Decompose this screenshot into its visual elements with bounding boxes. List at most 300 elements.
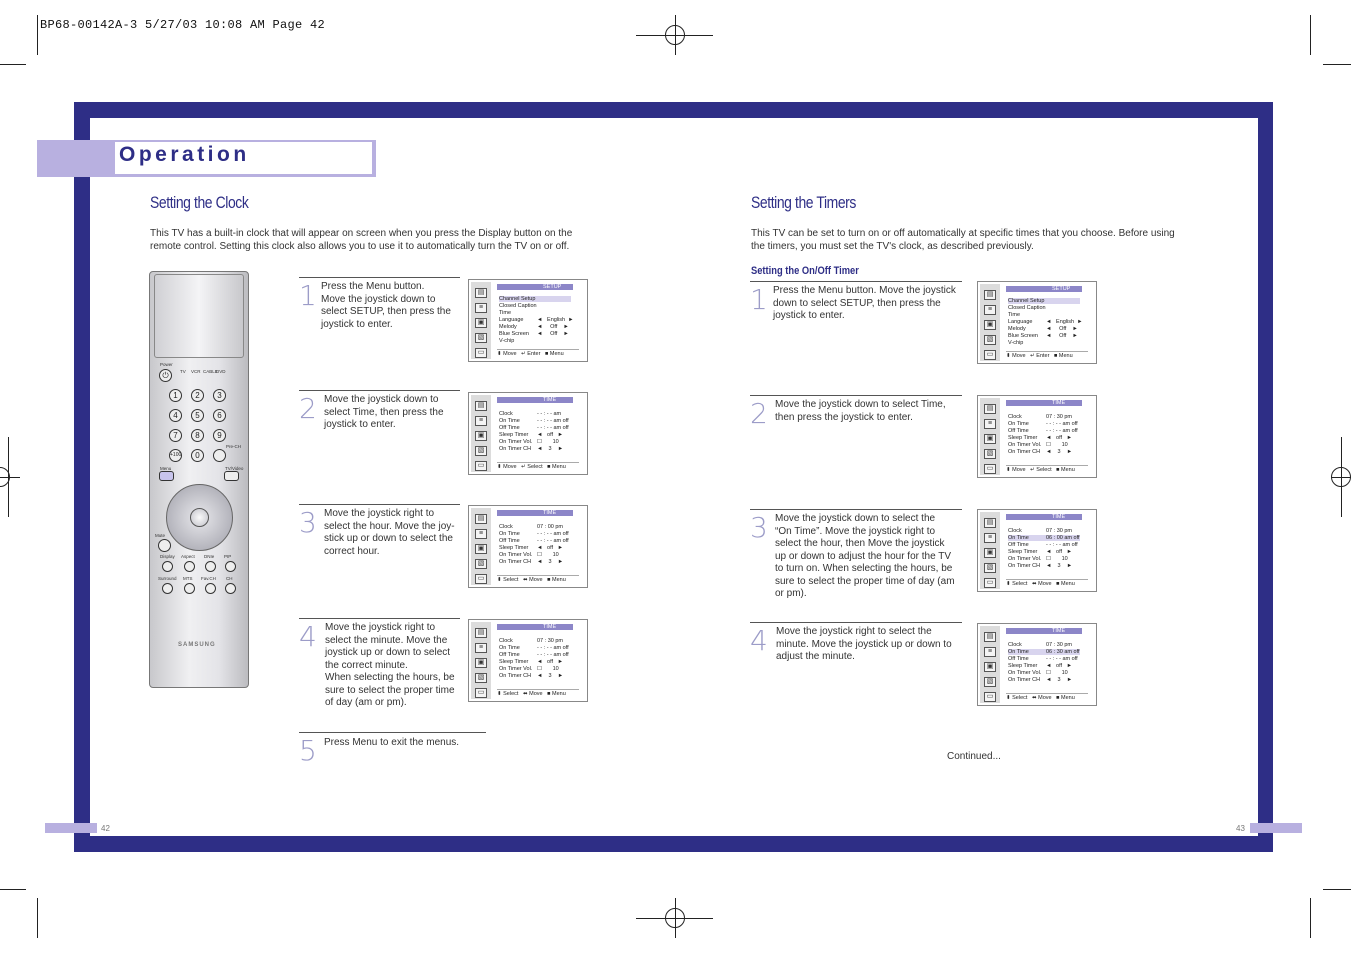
step-line: Move the joystick down to [321, 293, 436, 305]
step-text [324, 394, 444, 432]
osd-row-value: ◄ 3 ► [537, 446, 564, 452]
osd-row-label: Language [499, 317, 524, 323]
crop-mark [37, 898, 38, 938]
step-number: 1 [750, 283, 768, 316]
osd-row-label: Channel Setup [1008, 298, 1080, 304]
power-label: Power [160, 362, 173, 367]
osd-row-value: ☐ 10 [1046, 556, 1068, 562]
step-line: then press the joystick to enter. [775, 411, 913, 423]
osd-row-label: On Timer CH [499, 446, 532, 452]
osd-header-label: TIME [1052, 628, 1066, 634]
step-text [773, 285, 956, 323]
step-line: Press the Menu button. Move the joystick [773, 285, 956, 296]
osd-header-label: TIME [1052, 400, 1066, 406]
osd-menu-icon: ▤ [475, 288, 487, 298]
crop-mark [0, 64, 26, 65]
osd-row-label: On Timer CH [1008, 677, 1041, 683]
osd-row-value: - - : - - am [537, 411, 562, 417]
remote-flip-cover [154, 274, 244, 358]
osd-footer: ⬍ Move ↵ Enter ■ Menu [497, 349, 579, 357]
osd-header-label: TIME [1052, 514, 1066, 520]
osd-row-label: Sleep Timer [499, 545, 529, 551]
digit-2-button[interactable]: 2 [191, 389, 204, 402]
osd-row-label: Channel Setup [499, 296, 571, 302]
samsung-logo: SAMSUNG [178, 642, 216, 648]
timers-subtitle: Setting the On/Off Timer [751, 265, 859, 277]
osd-sidebar [980, 626, 1000, 703]
osd-row-label: Clock [499, 638, 513, 644]
osd-row-value: 07 : 30 pm [1046, 528, 1072, 534]
step-line: Move the joystick down to select the [775, 513, 936, 524]
step-text [325, 622, 455, 710]
mute-label: Mute [155, 533, 166, 538]
print-header: BP68-00142A-3 5/27/03 10:08 AM Page 42 [40, 18, 326, 32]
osd-header-bar [497, 624, 573, 630]
step-number: 1 [299, 279, 317, 312]
osd-row-label: On Time [1008, 649, 1080, 655]
plus-100-button[interactable]: +100 [169, 449, 182, 462]
crop-mark [37, 15, 38, 55]
osd-menu-icon: ▧ [475, 446, 487, 456]
osd-row-label: V-chip [1008, 340, 1024, 346]
timers-intro-line: This TV can be set to turn on or off automatically at specific times that you choose. Before using [751, 228, 1175, 239]
step-text [324, 737, 459, 750]
step-line: adjust the minute. [776, 651, 855, 662]
osd-row-label: Off Time [1008, 542, 1029, 548]
osd-menu-icon: ▧ [984, 335, 996, 345]
osd-row-value: - - : - - am off [537, 645, 569, 651]
osd-row-value: - - : - - am off [537, 652, 569, 658]
osd-menu-icon: ▣ [475, 544, 487, 554]
osd-row-label: Sleep Timer [1008, 663, 1038, 669]
crop-mark [675, 15, 676, 55]
osd-menu-icon: ▭ [984, 350, 996, 360]
ch-label: CH [226, 576, 233, 581]
clock-intro-line: remote control. Setting this clock also allows you to use it to automatically turn the TV on or off. [150, 241, 570, 252]
osd-row-value: 07 : 30 pm [1046, 414, 1072, 420]
osd-row-label: Off Time [499, 652, 520, 658]
power-button[interactable]: ⏻ [159, 369, 172, 382]
osd-on-time-minute [977, 623, 1097, 706]
osd-row-value: ◄ off ► [537, 659, 564, 665]
osd-row-value: ◄ off ► [1046, 549, 1073, 555]
tv-video-button[interactable] [224, 471, 239, 481]
step-text [775, 513, 955, 601]
step-line: to turn on. When selecting the hours, be [775, 563, 953, 574]
osd-row-label: On Timer CH [499, 673, 532, 679]
timer-step-4 [750, 622, 962, 682]
osd-row-label: Melody [1008, 326, 1026, 332]
clock-step-1 [299, 277, 460, 357]
osd-menu-icon: ▭ [475, 461, 487, 471]
continued-note: Continued... [947, 751, 1001, 762]
osd-row-value: - - : - - am off [537, 425, 569, 431]
osd-footer: ⬍ Select ⬌ Move ■ Menu [497, 575, 579, 583]
step-line: down to select SETUP, then press the [773, 297, 941, 309]
osd-menu-icon: ≡ [984, 533, 996, 543]
page-number-left: 42 [101, 824, 110, 833]
osd-menu-icon: ≡ [475, 303, 487, 313]
page-number-right: 43 [1236, 824, 1245, 833]
mode-tv[interactable]: TV [180, 369, 186, 374]
step-line: Press the Menu button. [321, 281, 425, 292]
osd-row-value: - - : - - am off [537, 538, 569, 544]
osd-row-label: Blue Screen [1008, 333, 1038, 339]
osd-row-value: ☐ 10 [537, 666, 559, 672]
osd-row-label: On Time [499, 645, 520, 651]
clock-step-2 [299, 390, 460, 470]
step-line: of day (am or pm). [325, 697, 407, 708]
display-button[interactable] [162, 561, 173, 572]
osd-menu-icon: ▤ [984, 632, 996, 642]
osd-sidebar [980, 284, 1000, 361]
osd-row-value: ☐ 10 [1046, 670, 1068, 676]
osd-row-label: On Time [1008, 421, 1029, 427]
step-line: up or down to adjust the hour for the TV [775, 550, 952, 562]
osd-row-value: ☐ 10 [537, 552, 559, 558]
step-number: 4 [299, 620, 317, 653]
osd-row-label: On Timer Vol. [499, 439, 533, 445]
digit-1-button[interactable]: 1 [169, 389, 182, 402]
osd-row-label: Sleep Timer [1008, 435, 1038, 441]
digit-3-button[interactable]: 3 [213, 389, 226, 402]
step-line: “On Time”. Move the joystick right to [775, 525, 936, 537]
osd-row-value: - - : - - am off [1046, 656, 1078, 662]
osd-menu-icon: ▭ [984, 692, 996, 702]
osd-row-label: On Timer CH [1008, 449, 1041, 455]
osd-header-label: TIME [543, 397, 557, 403]
osd-menu-icon: ▤ [475, 628, 487, 638]
osd-sidebar [471, 622, 491, 699]
osd-row-value: ◄ off ► [1046, 435, 1073, 441]
osd-row-value: ◄ 3 ► [1046, 449, 1073, 455]
osd-row-label: Off Time [499, 425, 520, 431]
osd-menu-icon: ▭ [475, 574, 487, 584]
step-line: Move the joystick down to [324, 394, 439, 405]
osd-row-value: ◄ 3 ► [537, 673, 564, 679]
step-line: select Time, then press the [324, 406, 444, 418]
osd-menu-icon: ≡ [475, 643, 487, 653]
page-tab-right [1250, 823, 1302, 833]
step-line: sure to select the proper time of day (am [775, 575, 955, 587]
step-line: Move the joystick right to [324, 508, 435, 519]
crop-mark [1310, 15, 1311, 55]
osd-menu-icon: ▭ [475, 688, 487, 698]
osd-menu-icon: ▣ [984, 434, 996, 444]
crop-mark [1310, 898, 1311, 938]
osd-header-bar [497, 510, 573, 516]
osd-row-label: On Timer Vol. [499, 666, 533, 672]
osd-footer: ⬍ Select ⬌ Move ■ Menu [1006, 579, 1088, 587]
step-line: or pm). [775, 588, 807, 599]
step-line: joystick up or down to select [325, 647, 451, 658]
osd-row-label: Time [1008, 312, 1021, 318]
osd-sidebar [980, 512, 1000, 589]
osd-row-label: On Time [499, 418, 520, 424]
osd-setup-menu [468, 279, 588, 362]
clock-step-5 [299, 732, 486, 766]
osd-row-label: On Timer Vol. [1008, 670, 1042, 676]
osd-menu-icon: ▣ [984, 320, 996, 330]
osd-time-hour [468, 505, 588, 588]
fav-ch-label: Fav.CH [201, 576, 216, 581]
step-line: select SETUP, then press the [321, 306, 451, 317]
surround-button[interactable] [162, 583, 173, 594]
aspect-label: Aspect [181, 554, 195, 559]
osd-row-value: ◄ off ► [1046, 663, 1073, 669]
step-line: correct hour. [324, 545, 380, 557]
fav-ch-button[interactable] [205, 583, 216, 594]
osd-header-label: SETUP [1052, 286, 1071, 292]
osd-row-label: V-chip [499, 338, 515, 344]
digit-7-button[interactable]: 7 [169, 429, 182, 442]
section-title: Operation [119, 143, 250, 166]
clock-intro [150, 227, 600, 253]
menu-button[interactable] [159, 471, 174, 481]
crop-mark [1323, 889, 1351, 890]
osd-row-label: Off Time [499, 538, 520, 544]
osd-menu-icon: ▤ [475, 401, 487, 411]
osd-row-value: 07 : 30 pm [537, 638, 563, 644]
digit-6-button[interactable]: 6 [213, 409, 226, 422]
osd-footer: ⬍ Move ↵ Enter ■ Menu [1006, 351, 1088, 359]
aspect-button[interactable] [184, 561, 195, 572]
osd-header-label: TIME [543, 510, 557, 516]
timer-step-3 [750, 509, 962, 609]
osd-menu-icon: ▤ [984, 290, 996, 300]
osd-menu-icon: ▤ [984, 518, 996, 528]
osd-row-label: Melody [499, 324, 517, 330]
osd-menu-icon: ≡ [475, 529, 487, 539]
osd-row-value: 06 : 30 am off [1046, 649, 1080, 655]
osd-menu-icon: ▣ [475, 318, 487, 328]
surround-label: Surround [158, 576, 177, 581]
osd-menu-icon: ▧ [984, 677, 996, 687]
osd-row-label: Clock [499, 411, 513, 417]
osd-menu-icon: ▣ [984, 548, 996, 558]
osd-header-bar [1006, 628, 1082, 634]
step-line: select the hour, then Move the joystick [775, 538, 945, 549]
timers-intro [751, 227, 1201, 253]
osd-row-label: On Timer Vol. [499, 552, 533, 558]
osd-sidebar [471, 395, 491, 472]
osd-row-label: On Timer CH [499, 559, 532, 565]
mts-label: MTS [183, 576, 193, 581]
step-line: joystick to enter. [773, 310, 845, 321]
digit-0-button[interactable]: 0 [191, 449, 204, 462]
pre-ch-label: Pre-CH [226, 444, 242, 449]
mode-cable[interactable]: CABLE [203, 369, 218, 374]
osd-row-value: ◄ 3 ► [1046, 563, 1073, 569]
pip-label: PIP [224, 554, 232, 559]
osd-header-bar [1006, 400, 1082, 406]
osd-menu-icon: ▭ [475, 348, 487, 358]
osd-menu-icon: ≡ [984, 419, 996, 429]
osd-menu-icon: ▭ [984, 464, 996, 474]
osd-row-value: - - : - - am off [537, 418, 569, 424]
step-line: Press Menu to exit the menus. [324, 737, 460, 748]
step-number: 5 [299, 734, 317, 767]
osd-row-label: Language [1008, 319, 1033, 325]
step-number: 3 [750, 511, 768, 544]
page-tab-left [45, 823, 97, 833]
osd-row-label: Sleep Timer [499, 659, 529, 665]
osd-row-label: Closed Caption [1008, 305, 1046, 311]
osd-menu-icon: ▧ [984, 563, 996, 573]
dnie-button[interactable] [205, 561, 216, 572]
osd-row-value: - - : - - am off [1046, 542, 1078, 548]
osd-time-menu [977, 395, 1097, 478]
osd-row-value: ◄ 3 ► [537, 559, 564, 565]
ch-button[interactable] [225, 583, 236, 594]
joystick-center[interactable] [190, 508, 209, 527]
osd-menu-icon: ▧ [475, 559, 487, 569]
digit-4-button[interactable]: 4 [169, 409, 182, 422]
osd-row-value: ◄ English ► [537, 317, 574, 323]
osd-header-label: SETUP [543, 284, 562, 290]
digit-8-button[interactable]: 8 [191, 429, 204, 442]
osd-menu-icon: ▧ [475, 333, 487, 343]
osd-row-value: 07 : 00 pm [537, 524, 563, 530]
tv-video-label: TV/Video [225, 466, 244, 471]
step-line: select the minute. Move the [325, 634, 448, 646]
osd-header-bar [1006, 286, 1082, 292]
mode-vcr[interactable]: VCR [191, 369, 201, 374]
digit-9-button[interactable]: 9 [213, 429, 226, 442]
osd-menu-icon: ≡ [984, 647, 996, 657]
step-line: sure to select the proper time [325, 684, 455, 696]
mute-button[interactable] [158, 539, 171, 552]
step-text [776, 626, 952, 664]
osd-sidebar [980, 398, 1000, 475]
osd-row-label: Off Time [1008, 656, 1029, 662]
mts-button[interactable] [184, 583, 195, 594]
step-line: When selecting the hours, be [325, 672, 455, 683]
osd-header-label: TIME [543, 624, 557, 630]
dnie-label: DNIe [204, 554, 215, 559]
osd-time-minute [468, 619, 588, 702]
osd-row-label: On Timer Vol. [1008, 442, 1042, 448]
osd-time-menu [468, 392, 588, 475]
crop-mark [0, 889, 26, 890]
crop-mark [675, 898, 676, 938]
clock-intro-line: This TV has a built-in clock that will appear on screen when you press the Display button on the [150, 228, 573, 239]
osd-row-value: ◄ English ► [1046, 319, 1083, 325]
osd-row-label: Closed Caption [499, 303, 537, 309]
step-number: 2 [750, 397, 768, 430]
osd-row-label: On Time [499, 531, 520, 537]
osd-row-label: Clock [1008, 528, 1022, 534]
osd-setup-menu [977, 281, 1097, 364]
clock-title: Setting the Clock [150, 193, 249, 212]
menu-label: Menu [160, 466, 172, 471]
osd-row-label: Sleep Timer [1008, 549, 1038, 555]
joystick[interactable] [166, 484, 233, 551]
step-line: the correct minute. [325, 659, 408, 671]
osd-row-label: Sleep Timer [499, 432, 529, 438]
osd-row-value: ◄ Off ► [1046, 326, 1078, 332]
step-line: Move the joystick right to [325, 622, 436, 633]
timers-title: Setting the Timers [751, 193, 856, 212]
osd-menu-icon: ▧ [475, 673, 487, 683]
osd-row-label: Time [499, 310, 512, 316]
osd-row-label: Off Time [1008, 428, 1029, 434]
osd-row-label: Clock [1008, 642, 1022, 648]
osd-row-label: Blue Screen [499, 331, 529, 337]
osd-row-label: On Timer CH [1008, 563, 1041, 569]
osd-header-bar [1006, 514, 1082, 520]
crop-mark [8, 437, 9, 517]
osd-menu-icon: ▤ [475, 514, 487, 524]
timers-intro-line: the timers, you must set the TV's clock, as described previously. [751, 241, 1034, 252]
digit-5-button[interactable]: 5 [191, 409, 204, 422]
osd-menu-icon: ▤ [984, 404, 996, 414]
osd-row-value: ◄ Off ► [537, 324, 569, 330]
osd-row-value: ☐ 10 [537, 439, 559, 445]
osd-header-bar [497, 284, 573, 290]
step-line: stick up or down to select the [324, 533, 453, 544]
osd-row-value: ◄ Off ► [1046, 333, 1078, 339]
step-number: 4 [750, 624, 768, 657]
osd-menu-icon: ▣ [475, 658, 487, 668]
display-label: Display [160, 554, 175, 559]
osd-footer: ⬍ Move ↵ Select ■ Menu [497, 462, 579, 470]
step-line: Move the joystick down to select Time, [775, 399, 946, 410]
clock-step-4 [299, 618, 460, 718]
osd-row-value: ◄ off ► [537, 432, 564, 438]
crop-mark [1323, 64, 1351, 65]
pip-button[interactable] [225, 561, 236, 572]
osd-row-value: - - : - - am off [537, 531, 569, 537]
step-line: joystick to enter. [324, 419, 396, 430]
step-line: select the hour. Move the joy- [324, 520, 455, 532]
osd-row-label: On Time [1008, 535, 1080, 541]
step-line: Move the joystick right to select the [776, 626, 932, 637]
osd-footer: ⬍ Select ⬌ Move ■ Menu [497, 689, 579, 697]
osd-row-value: 06 : 00 am off [1046, 535, 1080, 541]
pre-ch-button[interactable] [213, 449, 226, 462]
osd-row-label: On Timer Vol. [1008, 556, 1042, 562]
timer-step-2 [750, 395, 962, 475]
crop-mark [1341, 437, 1342, 517]
remote-control [149, 271, 249, 688]
osd-footer: ⬍ Move ↵ Select ■ Menu [1006, 465, 1088, 473]
osd-footer: ⬍ Select ⬌ Move ■ Menu [1006, 693, 1088, 701]
crop-mark [0, 477, 20, 478]
step-line: joystick to enter. [321, 318, 393, 330]
osd-header-bar [497, 397, 573, 403]
timer-step-1 [750, 281, 962, 361]
osd-row-value: ☐ 10 [1046, 442, 1068, 448]
osd-sidebar [471, 282, 491, 359]
osd-sidebar [471, 508, 491, 585]
osd-row-value: ◄ 3 ► [1046, 677, 1073, 683]
osd-row-value: - - : - - am off [1046, 428, 1078, 434]
step-text [775, 399, 946, 424]
clock-step-3 [299, 504, 460, 584]
osd-menu-icon: ▧ [984, 449, 996, 459]
osd-menu-icon: ≡ [475, 416, 487, 426]
osd-row-value: ◄ Off ► [537, 331, 569, 337]
step-number: 3 [299, 506, 317, 539]
osd-row-label: Clock [499, 524, 513, 530]
step-text [324, 508, 455, 558]
step-number: 2 [299, 392, 317, 425]
osd-menu-icon: ≡ [984, 305, 996, 315]
mode-dvd[interactable]: DVD [216, 369, 226, 374]
osd-menu-icon: ▣ [984, 662, 996, 672]
osd-row-label: Clock [1008, 414, 1022, 420]
